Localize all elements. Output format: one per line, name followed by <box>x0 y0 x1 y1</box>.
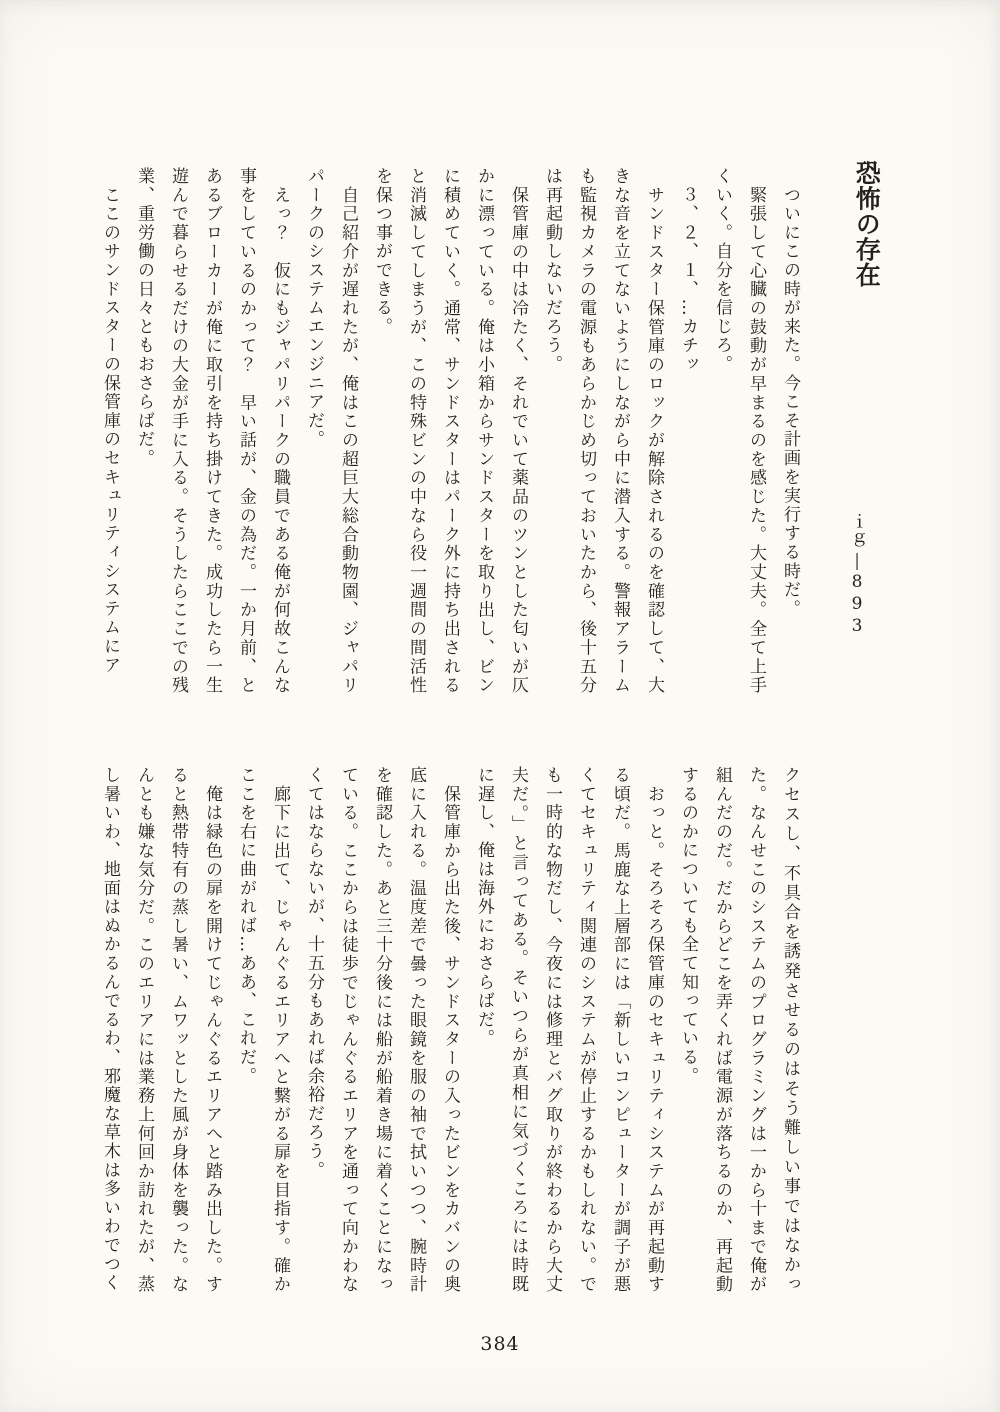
paragraph: クセスし、不具合を誘発させるのはそう難しい事ではなかった。なんせこのシステムのプログラミングは一から十まで俺が組んだのだ。だからどこを弄くれば電源が落ちるのか、再起動するのかについても全て知っている。 <box>678 766 800 1294</box>
paragraph: ３、２、１、…カチッ <box>678 167 698 374</box>
paragraph: えっ？ 仮にもジャパリパークの職員である俺が何故こんな事をしているのかって？ 早い話が、金の為だ。一か月前、とあるブローカーが俺に取引を持ち掛けてきた。成功したら一生遊んで暮らせるだけの大金が手に入る。そうしたらここでの残業、重労働の日々ともおさらばだ。 <box>134 167 290 695</box>
paragraph: ついにこの時が来た。今こそ計画を実行する時だ。 <box>780 167 800 619</box>
author-credit <box>845 512 868 638</box>
author-name-suffix: 893 <box>847 572 867 638</box>
paragraph: 俺は緑色の扉を開けてじゃんぐるエリアへと踏み出した。すると熱帯特有の蒸し暑い、ムワッとした風が身体を襲った。なんとも嫌な気分だ。このエリアには業務上何回か訪れたが、蒸し暑いわ、地面はぬかるんでるわ、邪魔な草木は多いわでつく <box>100 766 222 1294</box>
paragraph: 保管庫の中は冷たく、それでいて薬品のツンとした匂いが仄かに漂っている。俺は小箱からサンドスターを取り出し、ビンに積めていく。通常、サンドスターはパーク外に持ち出されると消滅してしまうが、この特殊ビンの中なら役一週間の間活性を保つ事ができる。 <box>372 167 528 695</box>
paragraph: ここのサンドスターの保管庫のセキュリティシステムにア <box>100 167 120 675</box>
page-title: 恐怖の存在 <box>852 160 882 288</box>
paragraph: 保管庫から出た後、サンドスターの入ったビンをカバンの奥底に入れる。温度差で曇った眼鏡を服の袖で拭いつつ、腕時計を確認した。あと三十分後には船が船着き場に着くことになっている。ここからは徒歩でじゃんぐるエリアを通って向かわなくてはならないが、十五分もあれば余裕だろう。 <box>304 766 460 1294</box>
paragraph: サンドスター保管庫のロックが解除されるのを確認して、大きな音を立てないようにしながら中に潜入する。警報アラームも監視カメラの電源もあらかじめ切っておいたから、後十五分は再起動しないだろう。 <box>542 167 664 695</box>
paragraph: 自己紹介が遅れたが、俺はこの超巨大総合動物園、ジャパリパークのシステムエンジニアだ。 <box>304 167 358 695</box>
author-dash: ― <box>845 551 868 572</box>
paragraph: 緊張して心臓の鼓動が早まるのを感じた。大丈夫。全て上手くいく。自分を信じろ。 <box>712 167 766 695</box>
author-name-prefix: ｉｇ <box>847 512 867 550</box>
paragraph: 廊下に出て、じゃんぐるエリアへと繋がる扉を目指す。確かここを右に曲がれば…ああ、これだ。 <box>236 766 290 1294</box>
page-number: 384 <box>480 1333 520 1355</box>
body-text-bottom-block <box>100 766 807 1294</box>
paragraph: おっと。そろそろ保管庫のセキュリティシステムが再起動する頃だ。馬鹿な上層部には「新しいコンピューターが調子が悪くてセキュリティ関連のシステムが停止するかもしれない。でも一時的な物だし、今夜には修理とバグ取りが終わるから大丈夫だ。」と言ってある。そいつらが真相に気づくころには時既に遅し、俺は海外におさらばだ。 <box>474 766 664 1294</box>
body-text-top-block <box>100 167 807 695</box>
